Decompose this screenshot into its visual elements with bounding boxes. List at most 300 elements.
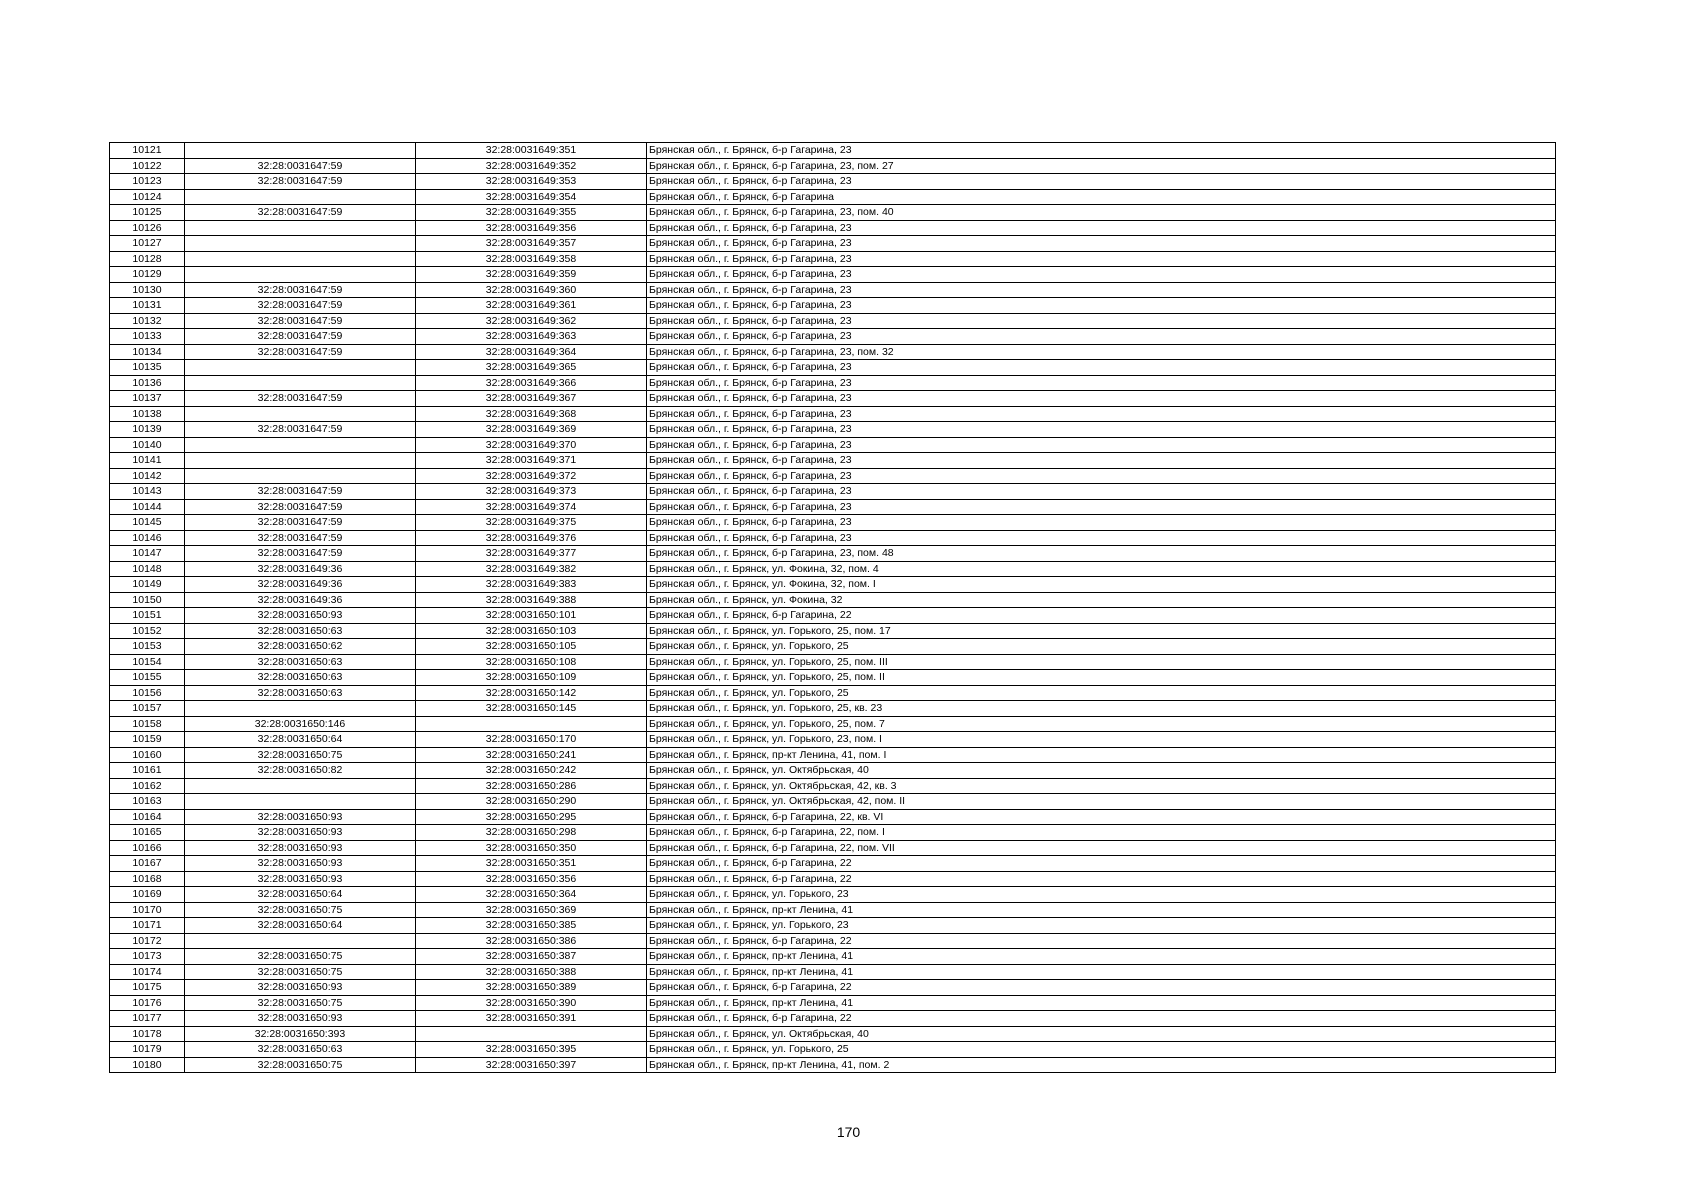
table-row	[110, 639, 1556, 655]
table-row	[110, 484, 1556, 500]
parent-cadastral-number-cell	[185, 453, 416, 469]
address-cell: Брянская обл., г. Брянск, б-р Гагарина, 23	[647, 220, 1556, 236]
row-number-cell: 10167	[110, 856, 185, 872]
row-number-cell: 10161	[110, 763, 185, 779]
table-row	[110, 298, 1556, 314]
table-row	[110, 980, 1556, 996]
cadastral-number-cell: 32:28:0031649:357	[416, 236, 647, 252]
parent-cadastral-number-cell: 32:28:0031650:93	[185, 840, 416, 856]
parent-cadastral-number-cell: 32:28:0031647:59	[185, 515, 416, 531]
cadastral-number-cell: 32:28:0031649:353	[416, 174, 647, 190]
table-row	[110, 437, 1556, 453]
address-cell: Брянская обл., г. Брянск, б-р Гагарина, 22	[647, 980, 1556, 996]
address-cell: Брянская обл., г. Брянск, б-р Гагарина, 23, пом. 27	[647, 158, 1556, 174]
row-number-cell: 10123	[110, 174, 185, 190]
table-row	[110, 701, 1556, 717]
row-number-cell: 10159	[110, 732, 185, 748]
table-row	[110, 267, 1556, 283]
address-cell: Брянская обл., г. Брянск, б-р Гагарина, 23	[647, 313, 1556, 329]
cadastral-number-cell: 32:28:0031649:370	[416, 437, 647, 453]
cadastral-number-cell: 32:28:0031649:383	[416, 577, 647, 593]
address-cell: Брянская обл., г. Брянск, б-р Гагарина, 23	[647, 375, 1556, 391]
row-number-cell: 10155	[110, 670, 185, 686]
table-row	[110, 825, 1556, 841]
table-row	[110, 205, 1556, 221]
table-row	[110, 453, 1556, 469]
parent-cadastral-number-cell: 32:28:0031647:59	[185, 282, 416, 298]
table-row	[110, 251, 1556, 267]
cadastral-number-cell: 32:28:0031649:368	[416, 406, 647, 422]
cadastral-number-cell: 32:28:0031649:374	[416, 499, 647, 515]
parent-cadastral-number-cell: 32:28:0031650:93	[185, 1011, 416, 1027]
row-number-cell: 10156	[110, 685, 185, 701]
table-row	[110, 887, 1556, 903]
parent-cadastral-number-cell	[185, 933, 416, 949]
table-row	[110, 189, 1556, 205]
row-number-cell: 10160	[110, 747, 185, 763]
row-number-cell: 10143	[110, 484, 185, 500]
cadastral-number-cell: 32:28:0031650:109	[416, 670, 647, 686]
address-cell: Брянская обл., г. Брянск, пр-кт Ленина, 41	[647, 902, 1556, 918]
cadastral-number-cell: 32:28:0031649:361	[416, 298, 647, 314]
address-cell: Брянская обл., г. Брянск, б-р Гагарина, 23	[647, 251, 1556, 267]
parent-cadastral-number-cell: 32:28:0031650:93	[185, 825, 416, 841]
parent-cadastral-number-cell: 32:28:0031647:59	[185, 313, 416, 329]
parent-cadastral-number-cell	[185, 236, 416, 252]
address-cell: Брянская обл., г. Брянск, ул. Горького, 25	[647, 639, 1556, 655]
parent-cadastral-number-cell: 32:28:0031650:62	[185, 639, 416, 655]
address-cell: Брянская обл., г. Брянск, ул. Горького, 23	[647, 918, 1556, 934]
address-cell: Брянская обл., г. Брянск, ул. Горького, 25, кв. 23	[647, 701, 1556, 717]
parent-cadastral-number-cell	[185, 701, 416, 717]
row-number-cell: 10175	[110, 980, 185, 996]
cadastral-number-cell	[416, 1026, 647, 1042]
row-number-cell: 10130	[110, 282, 185, 298]
table-row	[110, 375, 1556, 391]
parent-cadastral-number-cell	[185, 794, 416, 810]
row-number-cell: 10172	[110, 933, 185, 949]
cadastral-number-cell: 32:28:0031649:364	[416, 344, 647, 360]
row-number-cell: 10138	[110, 406, 185, 422]
table-row	[110, 623, 1556, 639]
address-cell: Брянская обл., г. Брянск, б-р Гагарина, 23	[647, 437, 1556, 453]
cadastral-number-cell: 32:28:0031649:354	[416, 189, 647, 205]
address-cell: Брянская обл., г. Брянск, б-р Гагарина, 23	[647, 143, 1556, 159]
cadastral-number-cell: 32:28:0031650:369	[416, 902, 647, 918]
cadastral-number-cell: 32:28:0031649:362	[416, 313, 647, 329]
cadastral-number-cell: 32:28:0031650:386	[416, 933, 647, 949]
address-cell: Брянская обл., г. Брянск, б-р Гагарина, 22	[647, 608, 1556, 624]
cadastral-number-cell: 32:28:0031649:360	[416, 282, 647, 298]
registry-table-body	[110, 143, 1556, 1073]
table-row	[110, 995, 1556, 1011]
address-cell: Брянская обл., г. Брянск, ул. Октябрьская, 42, пом. II	[647, 794, 1556, 810]
table-row	[110, 918, 1556, 934]
table-row	[110, 732, 1556, 748]
parent-cadastral-number-cell: 32:28:0031650:93	[185, 980, 416, 996]
cadastral-number-cell: 32:28:0031650:298	[416, 825, 647, 841]
table-row	[110, 546, 1556, 562]
row-number-cell: 10133	[110, 329, 185, 345]
parent-cadastral-number-cell: 32:28:0031650:146	[185, 716, 416, 732]
table-row	[110, 530, 1556, 546]
parent-cadastral-number-cell: 32:28:0031647:59	[185, 422, 416, 438]
address-cell: Брянская обл., г. Брянск, пр-кт Ленина, 41	[647, 964, 1556, 980]
parent-cadastral-number-cell	[185, 437, 416, 453]
cadastral-number-cell: 32:28:0031649:372	[416, 468, 647, 484]
registry-table	[109, 142, 1556, 1073]
parent-cadastral-number-cell: 32:28:0031647:59	[185, 484, 416, 500]
address-cell: Брянская обл., г. Брянск, б-р Гагарина, 22, пом. I	[647, 825, 1556, 841]
table-row	[110, 1042, 1556, 1058]
address-cell: Брянская обл., г. Брянск, ул. Фокина, 32	[647, 592, 1556, 608]
row-number-cell: 10148	[110, 561, 185, 577]
table-row	[110, 236, 1556, 252]
row-number-cell: 10180	[110, 1057, 185, 1073]
row-number-cell: 10128	[110, 251, 185, 267]
address-cell: Брянская обл., г. Брянск, пр-кт Ленина, 41	[647, 995, 1556, 1011]
address-cell: Брянская обл., г. Брянск, б-р Гагарина, 23	[647, 360, 1556, 376]
table-row	[110, 313, 1556, 329]
parent-cadastral-number-cell	[185, 360, 416, 376]
parent-cadastral-number-cell: 32:28:0031650:63	[185, 670, 416, 686]
cadastral-number-cell: 32:28:0031650:391	[416, 1011, 647, 1027]
table-row	[110, 809, 1556, 825]
table-row	[110, 794, 1556, 810]
address-cell: Брянская обл., г. Брянск, б-р Гагарина, 23	[647, 391, 1556, 407]
cadastral-number-cell: 32:28:0031649:351	[416, 143, 647, 159]
row-number-cell: 10139	[110, 422, 185, 438]
row-number-cell: 10127	[110, 236, 185, 252]
address-cell: Брянская обл., г. Брянск, б-р Гагарина, 22	[647, 856, 1556, 872]
address-cell: Брянская обл., г. Брянск, б-р Гагарина, 23	[647, 422, 1556, 438]
table-row	[110, 654, 1556, 670]
address-cell: Брянская обл., г. Брянск, б-р Гагарина, 23, пом. 48	[647, 546, 1556, 562]
cadastral-number-cell: 32:28:0031650:105	[416, 639, 647, 655]
parent-cadastral-number-cell	[185, 251, 416, 267]
table-row	[110, 949, 1556, 965]
row-number-cell: 10125	[110, 205, 185, 221]
parent-cadastral-number-cell: 32:28:0031650:63	[185, 1042, 416, 1058]
row-number-cell: 10141	[110, 453, 185, 469]
address-cell: Брянская обл., г. Брянск, б-р Гагарина, 22, пом. VII	[647, 840, 1556, 856]
row-number-cell: 10151	[110, 608, 185, 624]
row-number-cell: 10154	[110, 654, 185, 670]
row-number-cell: 10170	[110, 902, 185, 918]
parent-cadastral-number-cell: 32:28:0031650:93	[185, 856, 416, 872]
table-row	[110, 143, 1556, 159]
address-cell: Брянская обл., г. Брянск, б-р Гагарина, 23	[647, 174, 1556, 190]
row-number-cell: 10150	[110, 592, 185, 608]
table-row	[110, 778, 1556, 794]
address-cell: Брянская обл., г. Брянск, пр-кт Ленина, 41, пом. I	[647, 747, 1556, 763]
table-row	[110, 577, 1556, 593]
table-row	[110, 391, 1556, 407]
address-cell: Брянская обл., г. Брянск, б-р Гагарина, 23	[647, 499, 1556, 515]
address-cell: Брянская обл., г. Брянск, ул. Горького, 23	[647, 887, 1556, 903]
table-row	[110, 406, 1556, 422]
address-cell: Брянская обл., г. Брянск, б-р Гагарина, 23	[647, 236, 1556, 252]
parent-cadastral-number-cell: 32:28:0031647:59	[185, 344, 416, 360]
parent-cadastral-number-cell: 32:28:0031650:93	[185, 871, 416, 887]
address-cell: Брянская обл., г. Брянск, ул. Фокина, 32, пом. 4	[647, 561, 1556, 577]
cadastral-number-cell: 32:28:0031650:145	[416, 701, 647, 717]
table-row	[110, 174, 1556, 190]
parent-cadastral-number-cell: 32:28:0031649:36	[185, 577, 416, 593]
address-cell: Брянская обл., г. Брянск, б-р Гагарина, 23	[647, 468, 1556, 484]
table-row	[110, 964, 1556, 980]
parent-cadastral-number-cell: 32:28:0031650:64	[185, 887, 416, 903]
parent-cadastral-number-cell	[185, 375, 416, 391]
parent-cadastral-number-cell: 32:28:0031650:93	[185, 608, 416, 624]
parent-cadastral-number-cell: 32:28:0031650:63	[185, 654, 416, 670]
cadastral-number-cell: 32:28:0031649:365	[416, 360, 647, 376]
address-cell: Брянская обл., г. Брянск, ул. Октябрьская, 40	[647, 1026, 1556, 1042]
cadastral-number-cell: 32:28:0031649:375	[416, 515, 647, 531]
parent-cadastral-number-cell: 32:28:0031650:75	[185, 747, 416, 763]
cadastral-number-cell: 32:28:0031650:351	[416, 856, 647, 872]
address-cell: Брянская обл., г. Брянск, ул. Горького, 25	[647, 1042, 1556, 1058]
parent-cadastral-number-cell	[185, 267, 416, 283]
cadastral-number-cell: 32:28:0031649:369	[416, 422, 647, 438]
parent-cadastral-number-cell	[185, 220, 416, 236]
table-row	[110, 515, 1556, 531]
address-cell: Брянская обл., г. Брянск, б-р Гагарина, 22	[647, 1011, 1556, 1027]
cadastral-number-cell: 32:28:0031649:358	[416, 251, 647, 267]
row-number-cell: 10131	[110, 298, 185, 314]
address-cell: Брянская обл., г. Брянск, б-р Гагарина, 22	[647, 871, 1556, 887]
cadastral-number-cell: 32:28:0031650:397	[416, 1057, 647, 1073]
cadastral-number-cell	[416, 716, 647, 732]
cadastral-number-cell: 32:28:0031650:364	[416, 887, 647, 903]
cadastral-number-cell: 32:28:0031650:385	[416, 918, 647, 934]
parent-cadastral-number-cell: 32:28:0031647:59	[185, 205, 416, 221]
parent-cadastral-number-cell	[185, 406, 416, 422]
cadastral-number-cell: 32:28:0031650:290	[416, 794, 647, 810]
row-number-cell: 10173	[110, 949, 185, 965]
cadastral-number-cell: 32:28:0031650:387	[416, 949, 647, 965]
address-cell: Брянская обл., г. Брянск, б-р Гагарина, 23, пом. 40	[647, 205, 1556, 221]
parent-cadastral-number-cell: 32:28:0031647:59	[185, 158, 416, 174]
row-number-cell: 10174	[110, 964, 185, 980]
cadastral-number-cell: 32:28:0031649:366	[416, 375, 647, 391]
address-cell: Брянская обл., г. Брянск, ул. Горького, 25, пом. III	[647, 654, 1556, 670]
parent-cadastral-number-cell	[185, 468, 416, 484]
cadastral-number-cell: 32:28:0031649:376	[416, 530, 647, 546]
row-number-cell: 10176	[110, 995, 185, 1011]
row-number-cell: 10126	[110, 220, 185, 236]
table-row	[110, 1026, 1556, 1042]
parent-cadastral-number-cell: 32:28:0031650:393	[185, 1026, 416, 1042]
cadastral-number-cell: 32:28:0031650:388	[416, 964, 647, 980]
address-cell: Брянская обл., г. Брянск, б-р Гагарина, 22, кв. VI	[647, 809, 1556, 825]
table-row	[110, 871, 1556, 887]
row-number-cell: 10179	[110, 1042, 185, 1058]
table-row	[110, 1057, 1556, 1073]
table-row	[110, 468, 1556, 484]
parent-cadastral-number-cell: 32:28:0031650:63	[185, 623, 416, 639]
cadastral-number-cell: 32:28:0031650:241	[416, 747, 647, 763]
parent-cadastral-number-cell	[185, 143, 416, 159]
row-number-cell: 10136	[110, 375, 185, 391]
cadastral-number-cell: 32:28:0031649:382	[416, 561, 647, 577]
cadastral-number-cell: 32:28:0031650:356	[416, 871, 647, 887]
address-cell: Брянская обл., г. Брянск, пр-кт Ленина, 41	[647, 949, 1556, 965]
table-row	[110, 158, 1556, 174]
parent-cadastral-number-cell	[185, 778, 416, 794]
cadastral-number-cell: 32:28:0031650:108	[416, 654, 647, 670]
address-cell: Брянская обл., г. Брянск, б-р Гагарина, 23	[647, 298, 1556, 314]
parent-cadastral-number-cell: 32:28:0031650:75	[185, 902, 416, 918]
row-number-cell: 10171	[110, 918, 185, 934]
row-number-cell: 10177	[110, 1011, 185, 1027]
parent-cadastral-number-cell: 32:28:0031649:36	[185, 561, 416, 577]
parent-cadastral-number-cell: 32:28:0031647:59	[185, 391, 416, 407]
parent-cadastral-number-cell: 32:28:0031650:75	[185, 995, 416, 1011]
cadastral-number-cell: 32:28:0031650:389	[416, 980, 647, 996]
address-cell: Брянская обл., г. Брянск, б-р Гагарина, 23	[647, 406, 1556, 422]
row-number-cell: 10164	[110, 809, 185, 825]
cadastral-number-cell: 32:28:0031649:371	[416, 453, 647, 469]
cadastral-number-cell: 32:28:0031649:355	[416, 205, 647, 221]
address-cell: Брянская обл., г. Брянск, б-р Гагарина, 23	[647, 530, 1556, 546]
cadastral-number-cell: 32:28:0031650:350	[416, 840, 647, 856]
parent-cadastral-number-cell: 32:28:0031647:59	[185, 546, 416, 562]
row-number-cell: 10152	[110, 623, 185, 639]
table-row	[110, 592, 1556, 608]
parent-cadastral-number-cell: 32:28:0031649:36	[185, 592, 416, 608]
row-number-cell: 10178	[110, 1026, 185, 1042]
table-row	[110, 220, 1556, 236]
parent-cadastral-number-cell: 32:28:0031650:75	[185, 964, 416, 980]
address-cell: Брянская обл., г. Брянск, б-р Гагарина	[647, 189, 1556, 205]
address-cell: Брянская обл., г. Брянск, ул. Октябрьская, 42, кв. 3	[647, 778, 1556, 794]
address-cell: Брянская обл., г. Брянск, б-р Гагарина, 23	[647, 267, 1556, 283]
row-number-cell: 10166	[110, 840, 185, 856]
row-number-cell: 10122	[110, 158, 185, 174]
cadastral-number-cell: 32:28:0031650:395	[416, 1042, 647, 1058]
table-row	[110, 1011, 1556, 1027]
address-cell: Брянская обл., г. Брянск, б-р Гагарина, 23	[647, 282, 1556, 298]
table-row	[110, 685, 1556, 701]
cadastral-number-cell: 32:28:0031649:352	[416, 158, 647, 174]
table-row	[110, 747, 1556, 763]
cadastral-number-cell: 32:28:0031650:142	[416, 685, 647, 701]
row-number-cell: 10157	[110, 701, 185, 717]
table-row	[110, 856, 1556, 872]
table-row	[110, 716, 1556, 732]
cadastral-number-cell: 32:28:0031650:286	[416, 778, 647, 794]
address-cell: Брянская обл., г. Брянск, б-р Гагарина, 23	[647, 453, 1556, 469]
row-number-cell: 10129	[110, 267, 185, 283]
table-row	[110, 282, 1556, 298]
parent-cadastral-number-cell	[185, 189, 416, 205]
address-cell: Брянская обл., г. Брянск, ул. Горького, 25, пом. 7	[647, 716, 1556, 732]
row-number-cell: 10135	[110, 360, 185, 376]
address-cell: Брянская обл., г. Брянск, б-р Гагарина, 23	[647, 329, 1556, 345]
page-number: 170	[836, 1124, 861, 1140]
row-number-cell: 10158	[110, 716, 185, 732]
cadastral-number-cell: 32:28:0031649:388	[416, 592, 647, 608]
parent-cadastral-number-cell: 32:28:0031650:75	[185, 1057, 416, 1073]
address-cell: Брянская обл., г. Брянск, б-р Гагарина, 23	[647, 484, 1556, 500]
address-cell: Брянская обл., г. Брянск, пр-кт Ленина, 41, пом. 2	[647, 1057, 1556, 1073]
row-number-cell: 10134	[110, 344, 185, 360]
cadastral-number-cell: 32:28:0031650:390	[416, 995, 647, 1011]
parent-cadastral-number-cell: 32:28:0031650:64	[185, 918, 416, 934]
row-number-cell: 10146	[110, 530, 185, 546]
address-cell: Брянская обл., г. Брянск, ул. Горького, 25	[647, 685, 1556, 701]
parent-cadastral-number-cell: 32:28:0031650:64	[185, 732, 416, 748]
row-number-cell: 10124	[110, 189, 185, 205]
row-number-cell: 10121	[110, 143, 185, 159]
row-number-cell: 10149	[110, 577, 185, 593]
address-cell: Брянская обл., г. Брянск, б-р Гагарина, 23, пом. 32	[647, 344, 1556, 360]
parent-cadastral-number-cell: 32:28:0031647:59	[185, 499, 416, 515]
cadastral-number-cell: 32:28:0031649:373	[416, 484, 647, 500]
row-number-cell: 10153	[110, 639, 185, 655]
row-number-cell: 10165	[110, 825, 185, 841]
row-number-cell: 10140	[110, 437, 185, 453]
table-row	[110, 329, 1556, 345]
address-cell: Брянская обл., г. Брянск, ул. Горького, 25, пом. 17	[647, 623, 1556, 639]
cadastral-number-cell: 32:28:0031650:101	[416, 608, 647, 624]
cadastral-number-cell: 32:28:0031649:377	[416, 546, 647, 562]
row-number-cell: 10162	[110, 778, 185, 794]
address-cell: Брянская обл., г. Брянск, ул. Фокина, 32, пом. I	[647, 577, 1556, 593]
table-row	[110, 499, 1556, 515]
cadastral-number-cell: 32:28:0031650:170	[416, 732, 647, 748]
parent-cadastral-number-cell: 32:28:0031647:59	[185, 329, 416, 345]
address-cell: Брянская обл., г. Брянск, б-р Гагарина, 23	[647, 515, 1556, 531]
table-row	[110, 933, 1556, 949]
parent-cadastral-number-cell: 32:28:0031650:75	[185, 949, 416, 965]
table-row	[110, 561, 1556, 577]
address-cell: Брянская обл., г. Брянск, ул. Горького, 25, пом. II	[647, 670, 1556, 686]
parent-cadastral-number-cell: 32:28:0031647:59	[185, 530, 416, 546]
parent-cadastral-number-cell: 32:28:0031650:63	[185, 685, 416, 701]
row-number-cell: 10147	[110, 546, 185, 562]
address-cell: Брянская обл., г. Брянск, б-р Гагарина, 22	[647, 933, 1556, 949]
cadastral-number-cell: 32:28:0031650:103	[416, 623, 647, 639]
row-number-cell: 10142	[110, 468, 185, 484]
cadastral-number-cell: 32:28:0031649:359	[416, 267, 647, 283]
table-row	[110, 608, 1556, 624]
row-number-cell: 10137	[110, 391, 185, 407]
table-row	[110, 422, 1556, 438]
row-number-cell: 10163	[110, 794, 185, 810]
cadastral-number-cell: 32:28:0031650:295	[416, 809, 647, 825]
row-number-cell: 10144	[110, 499, 185, 515]
table-row	[110, 763, 1556, 779]
address-cell: Брянская обл., г. Брянск, ул. Горького, 23, пом. I	[647, 732, 1556, 748]
parent-cadastral-number-cell: 32:28:0031647:59	[185, 174, 416, 190]
parent-cadastral-number-cell: 32:28:0031650:82	[185, 763, 416, 779]
table-row	[110, 360, 1556, 376]
parent-cadastral-number-cell: 32:28:0031650:93	[185, 809, 416, 825]
table-row	[110, 344, 1556, 360]
table-row	[110, 840, 1556, 856]
cadastral-number-cell: 32:28:0031649:367	[416, 391, 647, 407]
cadastral-number-cell: 32:28:0031650:242	[416, 763, 647, 779]
row-number-cell: 10145	[110, 515, 185, 531]
address-cell: Брянская обл., г. Брянск, ул. Октябрьская, 40	[647, 763, 1556, 779]
parent-cadastral-number-cell: 32:28:0031647:59	[185, 298, 416, 314]
row-number-cell: 10168	[110, 871, 185, 887]
row-number-cell: 10132	[110, 313, 185, 329]
cadastral-number-cell: 32:28:0031649:356	[416, 220, 647, 236]
table-row	[110, 670, 1556, 686]
